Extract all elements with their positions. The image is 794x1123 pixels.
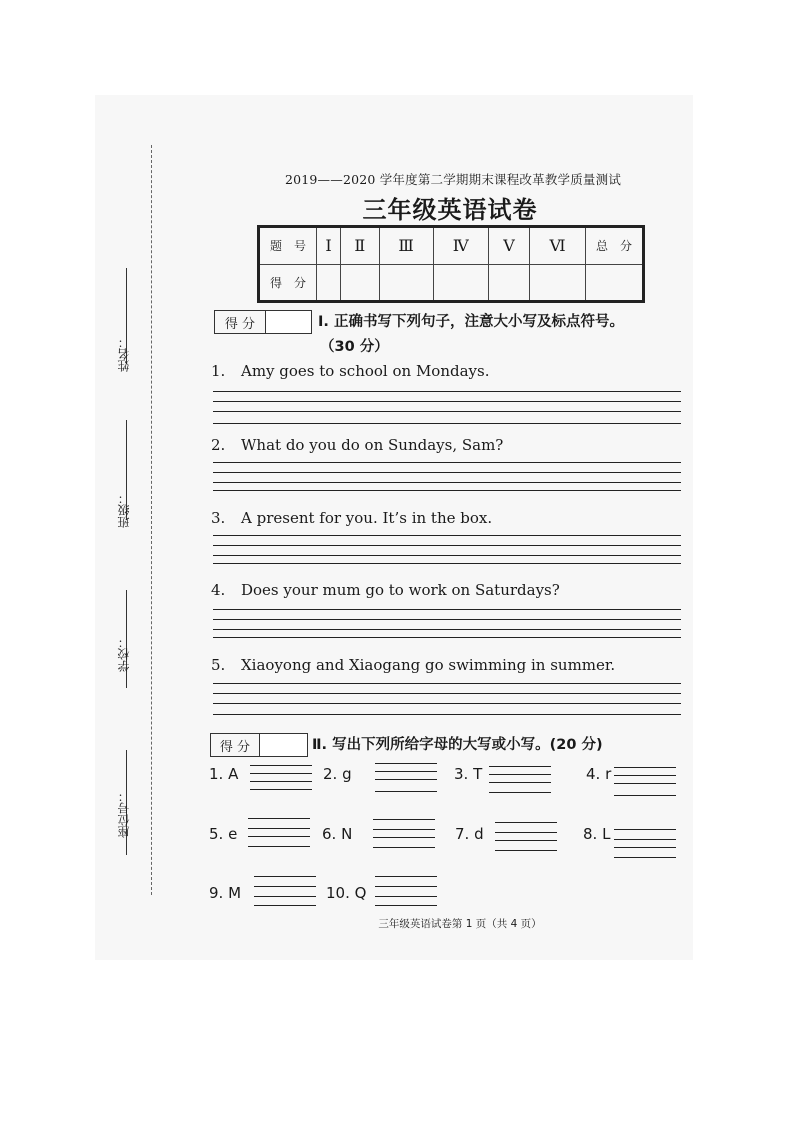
col-6: Ⅵ: [530, 227, 586, 265]
letter-item-6: 6. N: [322, 825, 353, 843]
letter-item-5: 5. e: [209, 825, 238, 843]
writing-lines-5[interactable]: [213, 683, 681, 719]
school-label: 学校：: [117, 636, 131, 672]
writing-lines-1[interactable]: [213, 391, 681, 427]
sentence-text: Amy goes to school on Mondays.: [241, 362, 490, 380]
section2-score-box: [210, 733, 308, 757]
letter-lines-3[interactable]: [489, 766, 551, 792]
writing-lines-2[interactable]: [213, 462, 681, 498]
letter-lines-1[interactable]: [250, 765, 312, 791]
score-cell[interactable]: [489, 264, 530, 302]
letter-item-10: 10. Q: [326, 884, 367, 902]
letter-lines-6[interactable]: [373, 819, 435, 845]
seat-label: 座位号：: [117, 790, 131, 838]
score-box-blank[interactable]: [260, 734, 307, 756]
sentence-3: [211, 509, 492, 527]
letter-item-9: 9. M: [209, 884, 242, 902]
section1-score: （30 分）: [320, 339, 389, 355]
letter-lines-2[interactable]: [375, 763, 437, 789]
sentence-number: 1.: [211, 362, 226, 380]
writing-lines-4[interactable]: [213, 609, 681, 645]
writing-lines-3[interactable]: [213, 535, 681, 571]
page-footer: 三年级英语试卷第 1 页（共 4 页）: [378, 918, 542, 930]
score-row-label: 得 分: [259, 264, 317, 302]
sentence-4: [211, 581, 560, 599]
letter-item-2: 2. g: [323, 765, 352, 783]
sentence-2: [211, 436, 503, 454]
letter-lines-8[interactable]: [614, 829, 676, 855]
letter-lines-10[interactable]: [375, 876, 437, 902]
exam-subtitle: 2019——2020 学年度第二学期期末课程改革教学质量测试: [284, 172, 622, 187]
class-label: 班级：: [117, 492, 131, 528]
col-1: Ⅰ: [317, 227, 341, 265]
letter-lines-5[interactable]: [248, 818, 310, 844]
sentence-number: 4.: [211, 581, 226, 599]
score-box-label: 得 分: [215, 311, 266, 333]
col-3: Ⅲ: [379, 227, 433, 265]
total-label: 总 分: [586, 227, 644, 265]
score-cell[interactable]: [433, 264, 489, 302]
sentence-text: A present for you. It’s in the box.: [241, 509, 493, 527]
col-5: Ⅴ: [489, 227, 530, 265]
section2-heading: Ⅱ. 写出下列所给字母的大写或小写。(20 分): [312, 737, 603, 753]
letter-item-4: 4. r: [586, 765, 612, 783]
sentence-text: Xiaoyong and Xiaogang go swimming in summer.: [241, 656, 616, 674]
score-cell[interactable]: [530, 264, 586, 302]
letter-lines-9[interactable]: [254, 876, 316, 902]
letter-item-1: 1. A: [209, 765, 239, 783]
sentence-text: What do you do on Sundays, Sam?: [241, 436, 504, 454]
sentence-number: 5.: [211, 656, 226, 674]
col-2: Ⅱ: [340, 227, 379, 265]
col-4: Ⅳ: [433, 227, 489, 265]
letter-lines-4[interactable]: [614, 767, 676, 793]
letter-item-7: 7. d: [455, 825, 484, 843]
exam-title: 三年级英语试卷: [362, 196, 538, 224]
letter-lines-7[interactable]: [495, 822, 557, 848]
letter-item-3: 3. T: [454, 765, 483, 783]
letter-item-8: 8. L: [583, 825, 611, 843]
score-box-blank[interactable]: [266, 311, 311, 333]
section1-heading: Ⅰ. 正确书写下列句子，注意大小写及标点符号。: [318, 314, 624, 330]
sentence-number: 3.: [211, 509, 226, 527]
score-box-label: 得 分: [211, 734, 260, 756]
sentence-1: [211, 362, 489, 380]
question-number-label: 题 号: [259, 227, 317, 265]
total-score-cell[interactable]: [586, 264, 644, 302]
score-table: [257, 225, 645, 303]
score-cell[interactable]: [340, 264, 379, 302]
score-cell[interactable]: [317, 264, 341, 302]
sentence-5: [211, 656, 615, 674]
score-cell[interactable]: [379, 264, 433, 302]
name-label: 姓名：: [117, 336, 131, 372]
section1-score-box: [214, 310, 312, 334]
sentence-number: 2.: [211, 436, 226, 454]
binding-dashed-line: [151, 145, 152, 895]
sentence-text: Does your mum go to work on Saturdays?: [241, 581, 560, 599]
